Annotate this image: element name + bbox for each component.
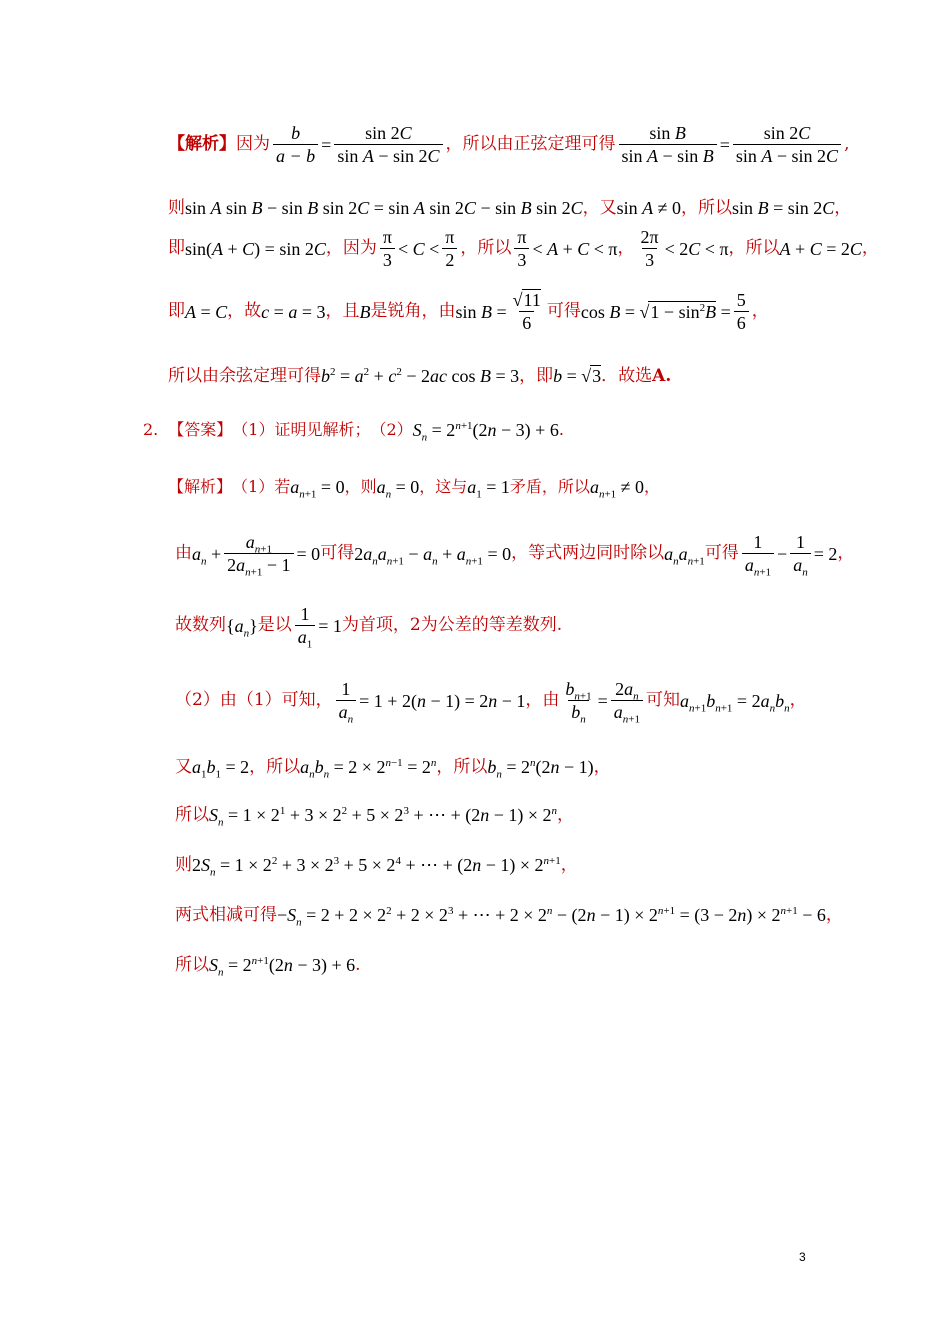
text: 则: [168, 197, 185, 218]
fraction: $\frac{\sin 2C}{\text{sin A − sin 2C}}$: [334, 124, 442, 165]
text: ，: [617, 238, 635, 258]
text: ，: [834, 197, 852, 218]
answer-label: 【答案】: [168, 420, 233, 439]
q2-line-3: 故数列 $\{a_n\}$ 是以 $\frac{1}{a_1}$ = 1 为首项，2为公差的等差数列.: [175, 604, 563, 651]
text: ，: [825, 904, 843, 925]
q2-line-2: 由 $a_n$ + $\frac{a_{n+1}}{2a_{n+1} - 1}$ = 0 可得 $2a_na_{n+1} - a_n + a_{n+1} = 0$ ，等式两边同时除以 $a_na_{n+1}$ 可得 $\frac{1}{a_{n+1}}$ − $\frac{1}{a_n}$ = 2 ，: [175, 532, 855, 579]
q2-answer-line: 2. 【答案】 （1）证明见解析； （2） $S_n = 2^{n+1}(2n - 3) + 6$ .: [143, 420, 564, 444]
text: 是以: [257, 615, 292, 635]
text: ，所以: [728, 238, 780, 258]
q2-line-5: 又 $a_1b_1 = 2$ ，所以 $a_nb_n = 2 \times 2^{n-1} = 2^n$ ，所以 $b_n = 2^n(2n - 1)$ ，: [175, 756, 611, 781]
text: A.: [652, 365, 672, 386]
q2-line-6: 所以 $S_n = 1 \times 2^1 + 3 \times 2^2 + 5 \times 2^3$ + ⋯ + $(2n - 1) \times 2^n$ ，: [175, 804, 575, 829]
text: 可得: [320, 543, 355, 563]
text: ，所以: [681, 197, 733, 218]
text: ，: [560, 854, 578, 875]
text: 所以: [175, 804, 209, 825]
text: ，: [644, 477, 661, 496]
text: 因为: [236, 134, 270, 154]
text: ，所以: [249, 756, 301, 777]
fraction: $\frac{\sin 2C}{\text{sin A − sin 2C}}$: [733, 124, 841, 165]
q2-line-8: 两式相减可得 $-S_n = 2 + 2 \times 2^2 + 2 \times 2^3$ + ⋯ + $2 \times 2^n - (2n - 1) \times 2^{n+1} = (3 - 2n) \times 2^{n+1} - 6$ ，: [175, 904, 843, 929]
text: .: [355, 954, 361, 975]
page-number: 3: [799, 1250, 806, 1264]
jiexi-label: 【解析】: [168, 477, 233, 496]
text: 可知: [645, 690, 680, 710]
text: ，: [861, 238, 879, 258]
q1-line-3: 即 sin(A + C) = sin 2C ，因为 $\frac{\pi}{3}$ < C < $\frac{\pi}{2}$ ，所以 $\frac{\pi}{3}$ < A + C < π ， $\frac{2\pi}{3}$ < 2C < π ，所以 A + C = 2C ，: [168, 227, 879, 270]
q2-line-4: （2）由（1）可知， $\frac{1}{a_n}$ = 1 + 2(n − 1) = 2n − 1 ，由 $\frac{b_{n+1}}{b_n}$ = $\frac{2a_n}{a_{n+1}}$ 可知 $a_{n+1}b_{n+1} = 2a_nb_n$ ，: [175, 679, 807, 726]
fraction: $\frac{\text{sin B}}{\text{sin A − sin B}}$: [619, 124, 717, 165]
text: ，所以: [460, 238, 512, 258]
fraction: $\frac{b}{a - b}$: [273, 124, 318, 165]
text: 则: [175, 854, 192, 875]
text: ，因为: [325, 238, 377, 258]
q1-line-1: 【解析】 因为 $\frac{b}{a - b}$ = $\frac{\sin 2C}{\text{sin A − sin 2C}}$ ，所以由正弦定理可得 $\frac{\text{sin B}}{\text{sin A − sin B}}$ = $\frac{\sin 2C}{\text{sin A − sin 2C}}$ ,: [168, 123, 850, 166]
text: ，且: [325, 301, 360, 321]
text: ，所以由正弦定理可得: [445, 134, 616, 154]
text: ，: [593, 756, 611, 777]
text: 由: [175, 543, 192, 563]
text: ．故选: [601, 365, 653, 386]
text: 可得: [704, 543, 739, 563]
text: 为首项，2为公差的等差数列.: [341, 615, 563, 635]
text: （1）若: [232, 477, 291, 496]
text: （2）: [370, 420, 413, 439]
q2-line-1: 【解析】 （1）若 $a_{n+1} = 0$ ，则 $a_n = 0$ ，这与 $a_1 = 1$ 矛盾，所以 $a_{n+1} \ne 0$ ，: [168, 477, 661, 501]
text: ，: [789, 690, 807, 710]
question-number: 2.: [143, 420, 159, 439]
text: ，所以: [436, 756, 488, 777]
text: 所以由余弦定理可得: [168, 365, 321, 386]
text: ，又: [582, 197, 617, 218]
text: 所以: [175, 954, 209, 975]
text: 即: [168, 301, 185, 321]
text: ，即: [519, 365, 554, 386]
text: 故数列: [175, 615, 226, 635]
q1-line-4: 即 A = C ，故 c = a = 3 ，且 B 是锐角，由 sin B = $\frac{√11}{6}$ 可得 $\cos B = √1 - \sin^2B$ = $\frac{5}{6}$ ，: [168, 290, 769, 333]
text: 又: [175, 756, 192, 777]
text: 两式相减可得: [175, 904, 277, 925]
q1-line-2: 则 sin A sin B − sin B sin 2C = sin A sin 2C − sin B sin 2C ，又 sin A ≠ 0 ，所以 sin B = sin 2C ，: [168, 197, 852, 218]
text: ，这与: [419, 477, 468, 496]
text: ，: [751, 301, 769, 321]
q1-line-5: 所以由余弦定理可得 $b^2 = a^2 + c^2 - 2ac$ cos B = 3 ，即 b = √3 ．故选 A.: [168, 365, 672, 386]
text: 可得: [546, 301, 581, 321]
text: ，故: [227, 301, 262, 321]
q2-line-7: 则 $2S_n = 1 \times 2^2 + 3 \times 2^3 + 5 \times 2^4$ + ⋯ + $(2n - 1) \times 2^{n+1}$ ，: [175, 854, 578, 879]
text: ，则: [344, 477, 377, 496]
jiexi-label: 【解析】: [168, 134, 236, 154]
text: ，: [557, 804, 575, 825]
q2-line-9: 所以 $S_n = 2^{n+1}(2n - 3) + 6$ .: [175, 954, 361, 979]
text: 即: [168, 238, 185, 258]
text: ，: [837, 543, 855, 563]
text: 矛盾，所以: [509, 477, 590, 496]
text: （1）证明见解析；: [232, 420, 371, 439]
text: ，由: [525, 690, 560, 710]
text: ，等式两边同时除以: [511, 543, 665, 563]
text: （2）由（1）可知，: [175, 690, 333, 710]
text: 是锐角，由: [370, 301, 456, 321]
